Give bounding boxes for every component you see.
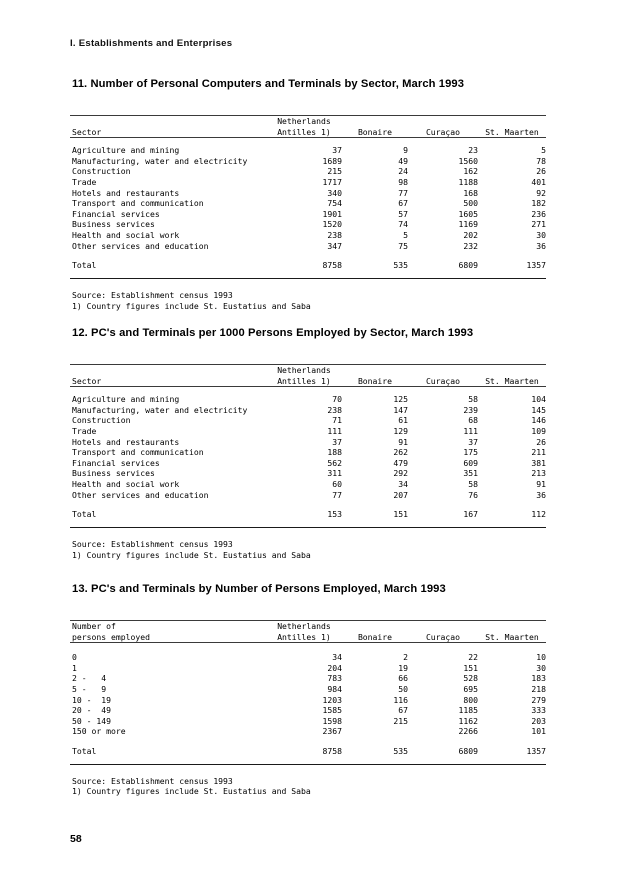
total-gap [70, 251, 546, 260]
footnote: 1) Country figures include St. Eustatius and Saba [72, 300, 311, 311]
table-row [70, 405, 546, 416]
cell-bonaire: 207 [393, 489, 408, 500]
row-label: Transport and communication [72, 198, 204, 209]
source-note: Source: Establishment census 1993 [72, 539, 233, 550]
cell-bonaire: 67 [398, 198, 408, 209]
column-header-curacao: Curaçao [425, 375, 461, 386]
cell-bonaire: 50 [398, 683, 408, 694]
cell-curacao: 609 [463, 457, 478, 468]
cell-bonaire: 215 [393, 715, 408, 726]
column-header-st-maarten: St. Maarten [485, 631, 539, 642]
cell-st-maarten: 30 [536, 229, 546, 240]
cell-na: 111 [327, 425, 342, 436]
row-label: Agriculture and mining [72, 145, 180, 156]
column-header-curacao: Curaçao [425, 631, 461, 642]
cell-na: 1203 [322, 694, 342, 705]
column-header-st-maarten: St. Maarten [485, 375, 539, 386]
total-curacao: 6809 [458, 260, 478, 271]
row-label: Business services [72, 219, 155, 230]
cell-st-maarten: 218 [531, 683, 546, 694]
table-title: 11. Number of Personal Computers and Terminals by Sector, March 1993 [72, 78, 465, 90]
table-notes [72, 776, 546, 797]
cell-st-maarten: 146 [531, 415, 546, 426]
stub-header-line1: Sector [72, 126, 102, 137]
table-12 [70, 365, 546, 386]
cell-st-maarten: 101 [531, 726, 546, 737]
cell-st-maarten: 10 [536, 652, 546, 663]
cell-bonaire: 262 [393, 447, 408, 458]
table-row [70, 415, 546, 426]
total-curacao: 167 [463, 509, 478, 520]
cell-na: 34 [332, 652, 342, 663]
cell-na: 754 [327, 198, 342, 209]
row-label: Trade [72, 176, 97, 187]
cell-st-maarten: 5 [541, 145, 546, 156]
cell-st-maarten: 36 [536, 489, 546, 500]
total-na: 8758 [322, 260, 342, 271]
cell-bonaire: 77 [398, 187, 408, 198]
row-label: 150 or more [72, 726, 126, 737]
total-bonaire: 535 [393, 745, 408, 756]
body-bottom-spacer [70, 757, 546, 764]
cell-st-maarten: 109 [531, 425, 546, 436]
cell-curacao: 23 [468, 145, 478, 156]
cell-bonaire: 2 [403, 652, 408, 663]
cell-curacao: 528 [463, 673, 478, 684]
table-header-row [70, 621, 546, 642]
column-header-bonaire: Bonaire [357, 631, 393, 642]
cell-na: 71 [332, 415, 342, 426]
cell-na: 1717 [322, 176, 342, 187]
total-na: 153 [327, 509, 342, 520]
cell-bonaire [342, 726, 408, 737]
cell-st-maarten: 145 [531, 404, 546, 415]
source-note: Source: Establishment census 1993 [72, 290, 233, 301]
cell-bonaire: 24 [398, 166, 408, 177]
stub-header-line1: Number of [72, 621, 116, 631]
cell-na: 238 [327, 404, 342, 415]
cell-na: 347 [327, 240, 342, 251]
body-top-spacer [70, 387, 546, 394]
cell-na: 1901 [322, 208, 342, 219]
table-row [70, 695, 546, 706]
cell-na: 2367 [322, 726, 342, 737]
total-st-maarten: 112 [531, 509, 546, 520]
cell-bonaire: 479 [393, 457, 408, 468]
cell-bonaire: 67 [398, 705, 408, 716]
table-13-body [70, 643, 546, 763]
column-header-bonaire: Bonaire [357, 375, 393, 386]
table-row [70, 198, 546, 209]
table-row [70, 468, 546, 479]
column-header-stub [70, 116, 266, 137]
cell-bonaire: 147 [393, 404, 408, 415]
row-label: Hotels and restaurants [72, 187, 180, 198]
row-label: Hotels and restaurants [72, 436, 180, 447]
table-body [70, 643, 546, 763]
total-na: 8758 [322, 745, 342, 756]
cell-st-maarten: 78 [536, 155, 546, 166]
cell-bonaire: 98 [398, 176, 408, 187]
total-bonaire: 535 [393, 260, 408, 271]
body-bottom-spacer [70, 520, 546, 527]
body-top-spacer [70, 138, 546, 145]
total-gap [70, 737, 546, 746]
cell-na: 37 [332, 145, 342, 156]
page-number: 58 [70, 833, 82, 845]
row-label: Business services [72, 468, 155, 479]
table-row [70, 479, 546, 490]
cell-curacao: 76 [468, 489, 478, 500]
cell-curacao: 239 [463, 404, 478, 415]
cell-bonaire: 61 [398, 415, 408, 426]
row-label: 50 - 149 [72, 715, 111, 726]
na-line2: Antilles 1) [277, 375, 331, 386]
cell-curacao: 1169 [458, 219, 478, 230]
table-total-row [70, 746, 546, 757]
cell-na: 70 [332, 394, 342, 405]
cell-curacao: 351 [463, 468, 478, 479]
cell-na: 1598 [322, 715, 342, 726]
na-line2: Antilles 1) [277, 126, 331, 137]
cell-na: 37 [332, 436, 342, 447]
footnote: 1) Country figures include St. Eustatius and Saba [72, 786, 311, 797]
table-block-13 [70, 583, 546, 797]
row-label: Manufacturing, water and electricity [72, 404, 248, 415]
footnote: 1) Country figures include St. Eustatius and Saba [72, 549, 311, 560]
cell-curacao: 68 [468, 415, 478, 426]
table-row [70, 230, 546, 241]
cell-st-maarten: 182 [531, 198, 546, 209]
table-row [70, 447, 546, 458]
table-row [70, 490, 546, 501]
cell-na: 204 [327, 662, 342, 673]
cell-bonaire: 125 [393, 394, 408, 405]
cell-bonaire: 75 [398, 240, 408, 251]
total-curacao: 6809 [458, 745, 478, 756]
cell-curacao: 695 [463, 683, 478, 694]
cell-curacao: 500 [463, 198, 478, 209]
table-13 [70, 621, 546, 642]
cell-st-maarten: 271 [531, 219, 546, 230]
cell-curacao: 800 [463, 694, 478, 705]
table-header-row [70, 365, 546, 386]
cell-st-maarten: 36 [536, 240, 546, 251]
table-row [70, 156, 546, 167]
body-bottom-spacer [70, 271, 546, 278]
stub-header-line1: Sector [72, 375, 102, 386]
cell-curacao: 2266 [458, 726, 478, 737]
cell-st-maarten: 104 [531, 394, 546, 405]
column-header-curacao: Curaçao [425, 126, 461, 137]
column-header-stub [70, 365, 266, 386]
table-bottom-rule [70, 527, 546, 528]
column-header-stub [70, 621, 266, 642]
cell-st-maarten: 213 [531, 468, 546, 479]
table-block-11 [70, 78, 546, 311]
table-total-row [70, 260, 546, 271]
table-row [70, 241, 546, 252]
cell-st-maarten: 203 [531, 715, 546, 726]
table-11 [70, 116, 546, 137]
table-row [70, 716, 546, 727]
cell-curacao: 1162 [458, 715, 478, 726]
table-row [70, 219, 546, 230]
row-label: Manufacturing, water and electricity [72, 155, 248, 166]
cell-curacao: 232 [463, 240, 478, 251]
cell-st-maarten: 279 [531, 694, 546, 705]
cell-curacao: 151 [463, 662, 478, 673]
cell-na: 215 [327, 166, 342, 177]
cell-na: 238 [327, 229, 342, 240]
total-bonaire: 151 [393, 509, 408, 520]
row-label: Agriculture and mining [72, 394, 180, 405]
row-label: Health and social work [72, 478, 180, 489]
cell-bonaire: 49 [398, 155, 408, 166]
table-12-body [70, 387, 546, 527]
cell-curacao: 175 [463, 447, 478, 458]
cell-na: 77 [332, 489, 342, 500]
cell-bonaire: 292 [393, 468, 408, 479]
table-row [70, 145, 546, 156]
source-note: Source: Establishment census 1993 [72, 775, 233, 786]
table-row [70, 458, 546, 469]
cell-na: 340 [327, 187, 342, 198]
na-line1: Netherlands [277, 116, 331, 126]
row-label: Other services and education [72, 489, 209, 500]
row-label: Construction [72, 166, 131, 177]
na-line2: Antilles 1) [277, 631, 331, 642]
table-row [70, 684, 546, 695]
cell-curacao: 1185 [458, 705, 478, 716]
na-line1: Netherlands [277, 621, 331, 631]
table-bottom-rule [70, 278, 546, 279]
column-header-st-maarten: St. Maarten [485, 126, 539, 137]
table-block-12 [70, 327, 546, 560]
row-label: Health and social work [72, 229, 180, 240]
cell-bonaire: 57 [398, 208, 408, 219]
row-label: Transport and communication [72, 447, 204, 458]
table-body [70, 138, 546, 278]
cell-curacao: 37 [468, 436, 478, 447]
cell-bonaire: 129 [393, 425, 408, 436]
running-head: I. Establishments and Enterprises [70, 38, 233, 49]
table-row [70, 705, 546, 716]
cell-curacao: 168 [463, 187, 478, 198]
row-label: 0 [72, 652, 77, 663]
cell-curacao: 58 [468, 478, 478, 489]
table-11-body [70, 138, 546, 278]
cell-curacao: 162 [463, 166, 478, 177]
cell-curacao: 202 [463, 229, 478, 240]
cell-na: 1520 [322, 219, 342, 230]
table-row [70, 166, 546, 177]
table-row [70, 188, 546, 199]
cell-bonaire: 34 [398, 478, 408, 489]
cell-curacao: 58 [468, 394, 478, 405]
cell-st-maarten: 91 [536, 478, 546, 489]
cell-bonaire: 116 [393, 694, 408, 705]
row-label: 20 - 49 [72, 705, 111, 716]
cell-st-maarten: 30 [536, 662, 546, 673]
stub-header-line2: persons employed [72, 631, 150, 642]
table-total-row [70, 509, 546, 520]
cell-curacao: 1605 [458, 208, 478, 219]
cell-st-maarten: 381 [531, 457, 546, 468]
table-head [70, 116, 546, 137]
row-label: 1 [72, 662, 77, 673]
na-line1: Netherlands [277, 365, 331, 375]
row-label: Financial services [72, 457, 160, 468]
cell-bonaire: 9 [403, 145, 408, 156]
cell-na: 188 [327, 447, 342, 458]
table-row [70, 663, 546, 674]
total-st-maarten: 1357 [526, 260, 546, 271]
cell-st-maarten: 401 [531, 176, 546, 187]
row-label: Other services and education [72, 240, 209, 251]
cell-na: 311 [327, 468, 342, 479]
column-header-bonaire: Bonaire [357, 126, 393, 137]
cell-curacao: 1188 [458, 176, 478, 187]
row-label: 10 - 19 [72, 694, 111, 705]
cell-bonaire: 19 [398, 662, 408, 673]
table-body [70, 387, 546, 527]
cell-na: 562 [327, 457, 342, 468]
table-row [70, 426, 546, 437]
table-title: 13. PC's and Terminals by Number of Persons Employed, March 1993 [72, 583, 446, 595]
cell-bonaire: 66 [398, 673, 408, 684]
cell-st-maarten: 26 [536, 166, 546, 177]
table-row [70, 394, 546, 405]
column-header-netherlands-antilles [266, 116, 342, 137]
total-label: Total [72, 509, 97, 520]
cell-curacao: 1560 [458, 155, 478, 166]
table-notes [72, 539, 546, 560]
table-header-row [70, 116, 546, 137]
row-label: 2 - 4 [72, 673, 107, 684]
row-label: Financial services [72, 208, 160, 219]
column-header-netherlands-antilles [266, 621, 342, 642]
cell-curacao: 111 [463, 425, 478, 436]
total-st-maarten: 1357 [526, 745, 546, 756]
row-label: Trade [72, 425, 97, 436]
row-label: Construction [72, 415, 131, 426]
cell-st-maarten: 92 [536, 187, 546, 198]
total-label: Total [72, 260, 97, 271]
total-gap [70, 500, 546, 509]
cell-na: 984 [327, 683, 342, 694]
table-row [70, 209, 546, 220]
cell-na: 1585 [322, 705, 342, 716]
cell-bonaire: 91 [398, 436, 408, 447]
cell-na: 783 [327, 673, 342, 684]
cell-na: 60 [332, 478, 342, 489]
table-title: 12. PC's and Terminals per 1000 Persons Employed by Sector, March 1993 [72, 327, 474, 339]
table-row [70, 177, 546, 188]
table-row [70, 437, 546, 448]
cell-st-maarten: 26 [536, 436, 546, 447]
table-row [70, 673, 546, 684]
table-head [70, 365, 546, 386]
cell-bonaire: 5 [403, 229, 408, 240]
table-head [70, 621, 546, 642]
table-row [70, 652, 546, 663]
cell-na: 1689 [322, 155, 342, 166]
total-label: Total [72, 745, 97, 756]
cell-curacao: 22 [468, 652, 478, 663]
cell-st-maarten: 236 [531, 208, 546, 219]
row-label: 5 - 9 [72, 683, 107, 694]
table-notes [72, 290, 546, 311]
cell-st-maarten: 183 [531, 673, 546, 684]
table-row [70, 726, 546, 737]
body-top-spacer [70, 643, 546, 652]
table-bottom-rule [70, 764, 546, 765]
cell-bonaire: 74 [398, 219, 408, 230]
cell-st-maarten: 211 [531, 447, 546, 458]
cell-st-maarten: 333 [531, 705, 546, 716]
column-header-netherlands-antilles [266, 365, 342, 386]
